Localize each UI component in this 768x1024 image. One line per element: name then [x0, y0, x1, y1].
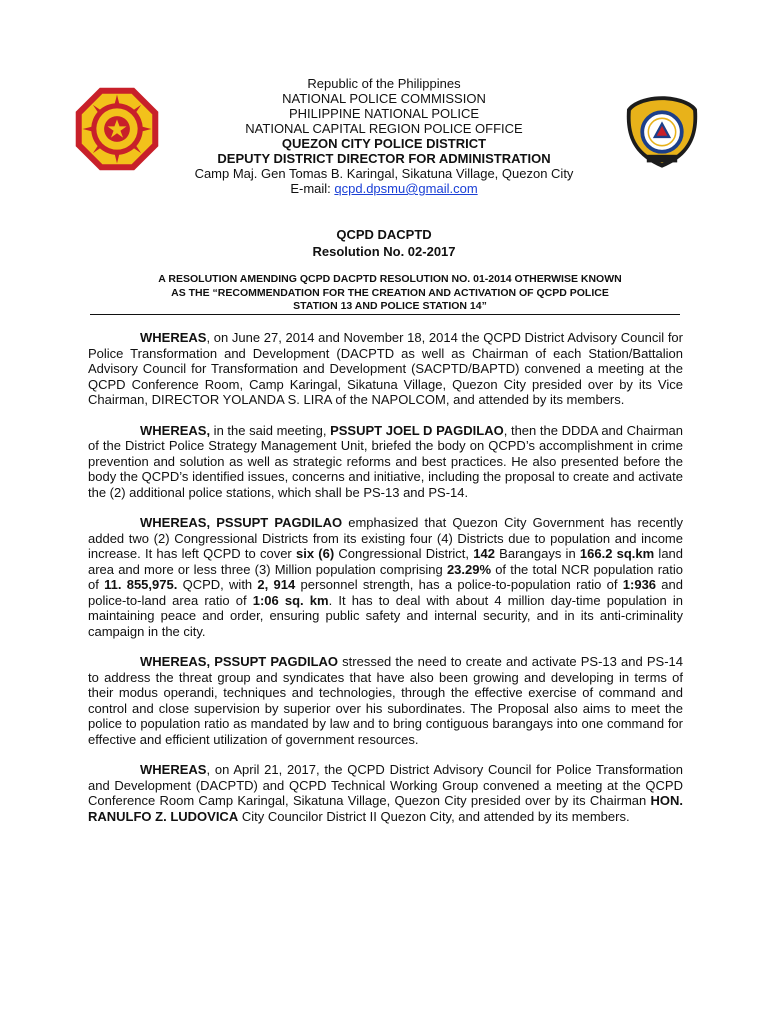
qcpd-line: QUEZON CITY POLICE DISTRICT [281, 136, 487, 151]
office-line: DEPUTY DISTRICT DIRECTOR FOR ADMINISTRATION [217, 151, 551, 166]
resolution-subject [102, 273, 678, 314]
whereas-paragraph-4: WHEREAS, PSSUPT PAGDILAO stressed the need to create and activate PS-13 and PS-14 to address the threat group and syndicates that have also been growing and developing in terms of their modus operandi, techniques and technologies, through the effective exercise of command and control and close supervision by superior over his subordinates. The Proposal also aims to meet the police to population ratio as mandated by law and to bring contiguous barangays into one command for effective and efficient utilization of government resources. [88, 654, 683, 747]
letterhead [0, 76, 768, 196]
subject-line-3: STATION 13 AND POLICE STATION 14” [293, 300, 487, 312]
resolution-org: QCPD DACPTD [336, 227, 432, 242]
email-link[interactable]: qcpd.dpsmu@gmail.com [334, 181, 478, 196]
resolution-body [88, 330, 683, 839]
napolcom-line: NATIONAL POLICE COMMISSION [282, 91, 486, 106]
pnp-line: PHILIPPINE NATIONAL POLICE [289, 106, 479, 121]
ncrpo-line: NATIONAL CAPITAL REGION POLICE OFFICE [245, 121, 523, 136]
subject-line-1: A RESOLUTION AMENDING QCPD DACPTD RESOLUTION NO. 01-2014 OTHERWISE KNOWN [158, 273, 622, 285]
whereas-paragraph-1: WHEREAS, on June 27, 2014 and November 18, 2014 the QCPD District Advisory Council for Police Transformation and Development (DACPTD as well as Chairman of each Station/Battalion Advisory Council for Transformation and Development (SACPTD/BAPTD) convened a meeting at the QCPD Conference Room, Camp Karingal, Sikatuna Village, Quezon City presided over by its Vice Chairman, DIRECTOR YOLANDA S. LIRA of the NAPOLCOM, and attended by its members. [88, 330, 683, 407]
whereas-paragraph-2: WHEREAS, in the said meeting, PSSUPT JOEL D PAGDILAO, then the DDDA and Chairman of the District Police Strategy Management Unit, briefed the body on QCPD’s accomplishment in crime prevention and solution as well as strategic reforms and best practices. He also presented before the body the QCPD’s identified issues, concerns and initiative, including the proposal to create and activate the (2) additional police stations, which shall be PS-13 and PS-14. [88, 422, 683, 500]
subject-divider [90, 314, 680, 315]
resolution-title [0, 226, 768, 260]
email-label: E-mail: [290, 181, 335, 196]
resolution-number: Resolution No. 02-2017 [312, 244, 456, 259]
subject-line-2: AS THE “RECOMMENDATION FOR THE CREATION AND ACTIVATION OF QCPD POLICE [171, 286, 609, 299]
republic-line: Republic of the Philippines [307, 76, 461, 91]
whereas-paragraph-5: WHEREAS, on April 21, 2017, the QCPD District Advisory Council for Police Transformation and Development (DACPTD) and QCPD Technical Working Group convened a meeting at the QCPD Conference Room Camp Karingal, Sikatuna Village, Quezon City presided over by its Chairman HON. RANULFO Z. LUDOVICA City Councilor District II Quezon City, and attended by its members. [88, 762, 683, 824]
email-line [0, 181, 768, 196]
whereas-paragraph-3: WHEREAS, PSSUPT PAGDILAO emphasized that Quezon City Government has recently added two (2) Congressional Districts from its existing four (4) Districts due to population and income increase. It has left QCPD to cover six (6) Congressional District, 142 Barangays in 166.2 sq.km land area and more or less three (3) Million population comprising 23.29% of the total NCR population ratio of 11. 855,975. QCPD, with 2, 914 personnel strength, has a police-to-population ratio of 1:936 and police-to-land area ratio of 1:06 sq. km. It has to deal with about 4 million day-time population in maintaining peace and order, ensuring public safety and internal security, and in its anti-criminality campaign in the city. [88, 515, 684, 639]
address-line: Camp Maj. Gen Tomas B. Karingal, Sikatuna Village, Quezon City [194, 166, 574, 181]
